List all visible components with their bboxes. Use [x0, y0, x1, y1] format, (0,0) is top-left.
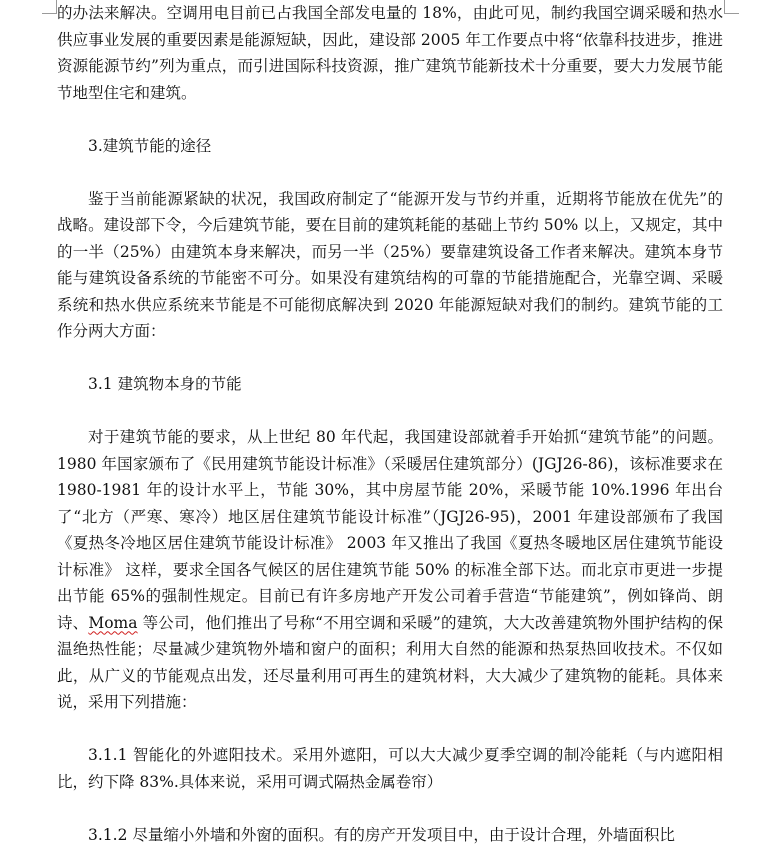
document-page: [57, 0, 723, 848]
paragraph-gap: [57, 716, 723, 743]
paragraph-text: 对于建筑节能的要求，从上世纪 80 年代起，我国建设部就着手开始抓“建筑节能”的问题。1980 年国家颁布了《民用建筑节能设计标准》（采暖居住建筑部分）(JGJ26-86)，该标准要求在 1980-1981 年的设计水平上，节能 30%，其中房屋节能 20%，采暖节能 10%.1996 年出台了“北方（严寒、寒冷）地区居住建筑节能设计标准”（JGJ26-95)，2001 年建设部颁布了我国《夏热冬冷地区居住建筑节能设计标准》 2003 年又推出了我国《夏热冬暖地区居住建筑节能设计标准》 这样，要求全国各气候区的居住建筑节能 50% 的标准全部下达。而北京市更进一步提出节能 65%的强制性规定。目前已有许多房地产开发公司着手营造“节能建筑”，例如锋尚、朗诗、: [57, 428, 723, 632]
paragraph-gap: [57, 159, 723, 186]
paragraph-gap: [57, 398, 723, 425]
paragraph-section-3-1-2: 3.1.2 尽量缩小外墙和外窗的面积。有的房产开发项目中，由于设计合理，外墙面积比: [57, 822, 723, 848]
paragraph-continuation: 的办法来解决。空调用电目前已占我国全部发电量的 18%，由此可见，制约我国空调采暖和热水供应事业发展的重要因素是能源短缺，因此，建设部 2005 年工作要点中将“依靠科技进步，推进资源能源节约”列为重点，而引进国际科技资源，推广建筑节能新技术十分重要，要大力发展节能节地型住宅和建筑。: [57, 0, 723, 106]
page-corner-mark-right: [724, 0, 739, 14]
paragraph-gap: [57, 345, 723, 372]
paragraph-gap: [57, 106, 723, 133]
section-heading-3: 3.建筑节能的途径: [57, 133, 723, 160]
page-corner-mark-left: [42, 0, 57, 14]
paragraph-gap: [57, 795, 723, 822]
paragraph-section-3-1-1: 3.1.1 智能化的外遮阳技术。采用外遮阳，可以大大减少夏季空调的制冷能耗（与内遮阳相比，约下降 83%.具体来说，采用可调式隔热金属卷帘）: [57, 742, 723, 795]
spellcheck-flagged-word: Moma: [88, 614, 137, 632]
paragraph-text: 等公司，他们推出了号称“不用空调和采暖”的建筑，大大改善建筑物外围护结构的保温绝热性能；尽量减少建筑物外墙和窗户的面积；利用大自然的能源和热泵热回收技术。不仅如此，从广义的节能观点出发，还尽量利用可再生的建筑材料，大大减少了建筑物的能耗。具体来说，采用下列措施：: [57, 614, 723, 712]
paragraph-section-3: 鉴于当前能源紧缺的状况，我国政府制定了“能源开发与节约并重，近期将节能放在优先”的战略。建设部下令，今后建筑节能，要在目前的建筑耗能的基础上节约 50% 以上，又规定，其中的一半（25%）由建筑本身来解决，而另一半（25%）要靠建筑设备工作者来解决。建筑本身节能与建筑设备系统的节能密不可分。如果没有建筑结构的可靠的节能措施配合，光靠空调、采暖系统和热水供应系统来节能是不可能彻底解决到 2020 年能源短缺对我们的制约。建筑节能的工作分两大方面：: [57, 186, 723, 345]
paragraph-section-3-1: [57, 424, 723, 716]
section-heading-3-1: 3.1 建筑物本身的节能: [57, 371, 723, 398]
